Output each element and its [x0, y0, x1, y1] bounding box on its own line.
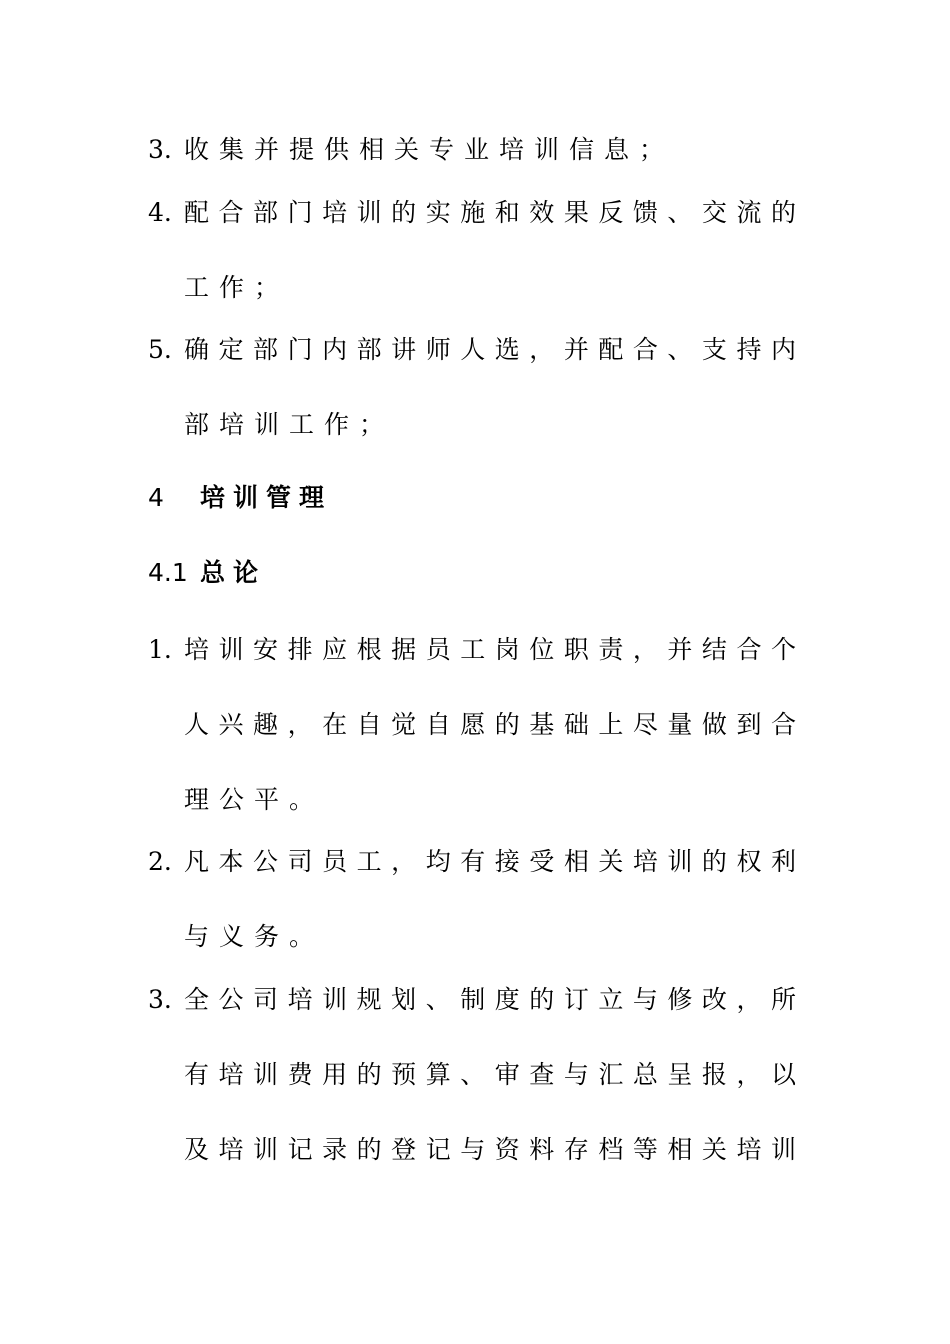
list-text: 与义务。 — [184, 922, 325, 951]
list-item-3 — [0, 130, 950, 170]
list-item-5-continued — [0, 405, 950, 445]
subsection-number: 4.1 — [148, 558, 188, 587]
list-item-1-continued — [0, 780, 950, 820]
section-title: 培训管理 — [200, 483, 333, 512]
list-number: 4. — [148, 198, 172, 227]
list-number: 5. — [148, 335, 172, 364]
list-text: 凡本公司员工，均有接受相关培训的权利 — [184, 847, 796, 876]
list-item-4 — [0, 193, 950, 233]
list-item-1 — [0, 630, 950, 670]
list-item-3-continued — [0, 1055, 950, 1095]
list-text: 全公司培训规划、制度的订立与修改，所 — [184, 985, 796, 1014]
section-number: 4 — [148, 483, 164, 512]
list-item-3 — [0, 980, 950, 1020]
list-text: 工作； — [184, 273, 290, 302]
list-item-2-continued — [0, 917, 950, 957]
list-item-5 — [0, 330, 950, 370]
list-item-1-continued — [0, 705, 950, 745]
list-text: 理公平。 — [184, 785, 325, 814]
list-number: 3. — [148, 985, 172, 1014]
list-text: 配合部门培训的实施和效果反馈、交流的 — [184, 198, 796, 227]
list-number: 1. — [148, 635, 172, 664]
list-item-4-continued — [0, 268, 950, 308]
list-item-2 — [0, 842, 950, 882]
list-item-3-continued — [0, 1130, 950, 1170]
list-text: 部培训工作； — [184, 410, 395, 439]
list-number: 3. — [148, 135, 172, 164]
list-text: 及培训记录的登记与资料存档等相关培训 — [184, 1135, 796, 1164]
subsection-heading — [148, 553, 266, 593]
list-text: 有培训费用的预算、审查与汇总呈报，以 — [184, 1060, 796, 1089]
section-heading — [148, 478, 332, 518]
list-text: 培训安排应根据员工岗位职责，并结合个 — [184, 635, 796, 664]
list-text: 收集并提供相关专业培训信息； — [184, 135, 675, 164]
subsection-title: 总论 — [200, 558, 267, 587]
list-number: 2. — [148, 847, 172, 876]
list-text: 确定部门内部讲师人选，并配合、支持内 — [184, 335, 796, 364]
list-text: 人兴趣，在自觉自愿的基础上尽量做到合 — [184, 710, 796, 739]
